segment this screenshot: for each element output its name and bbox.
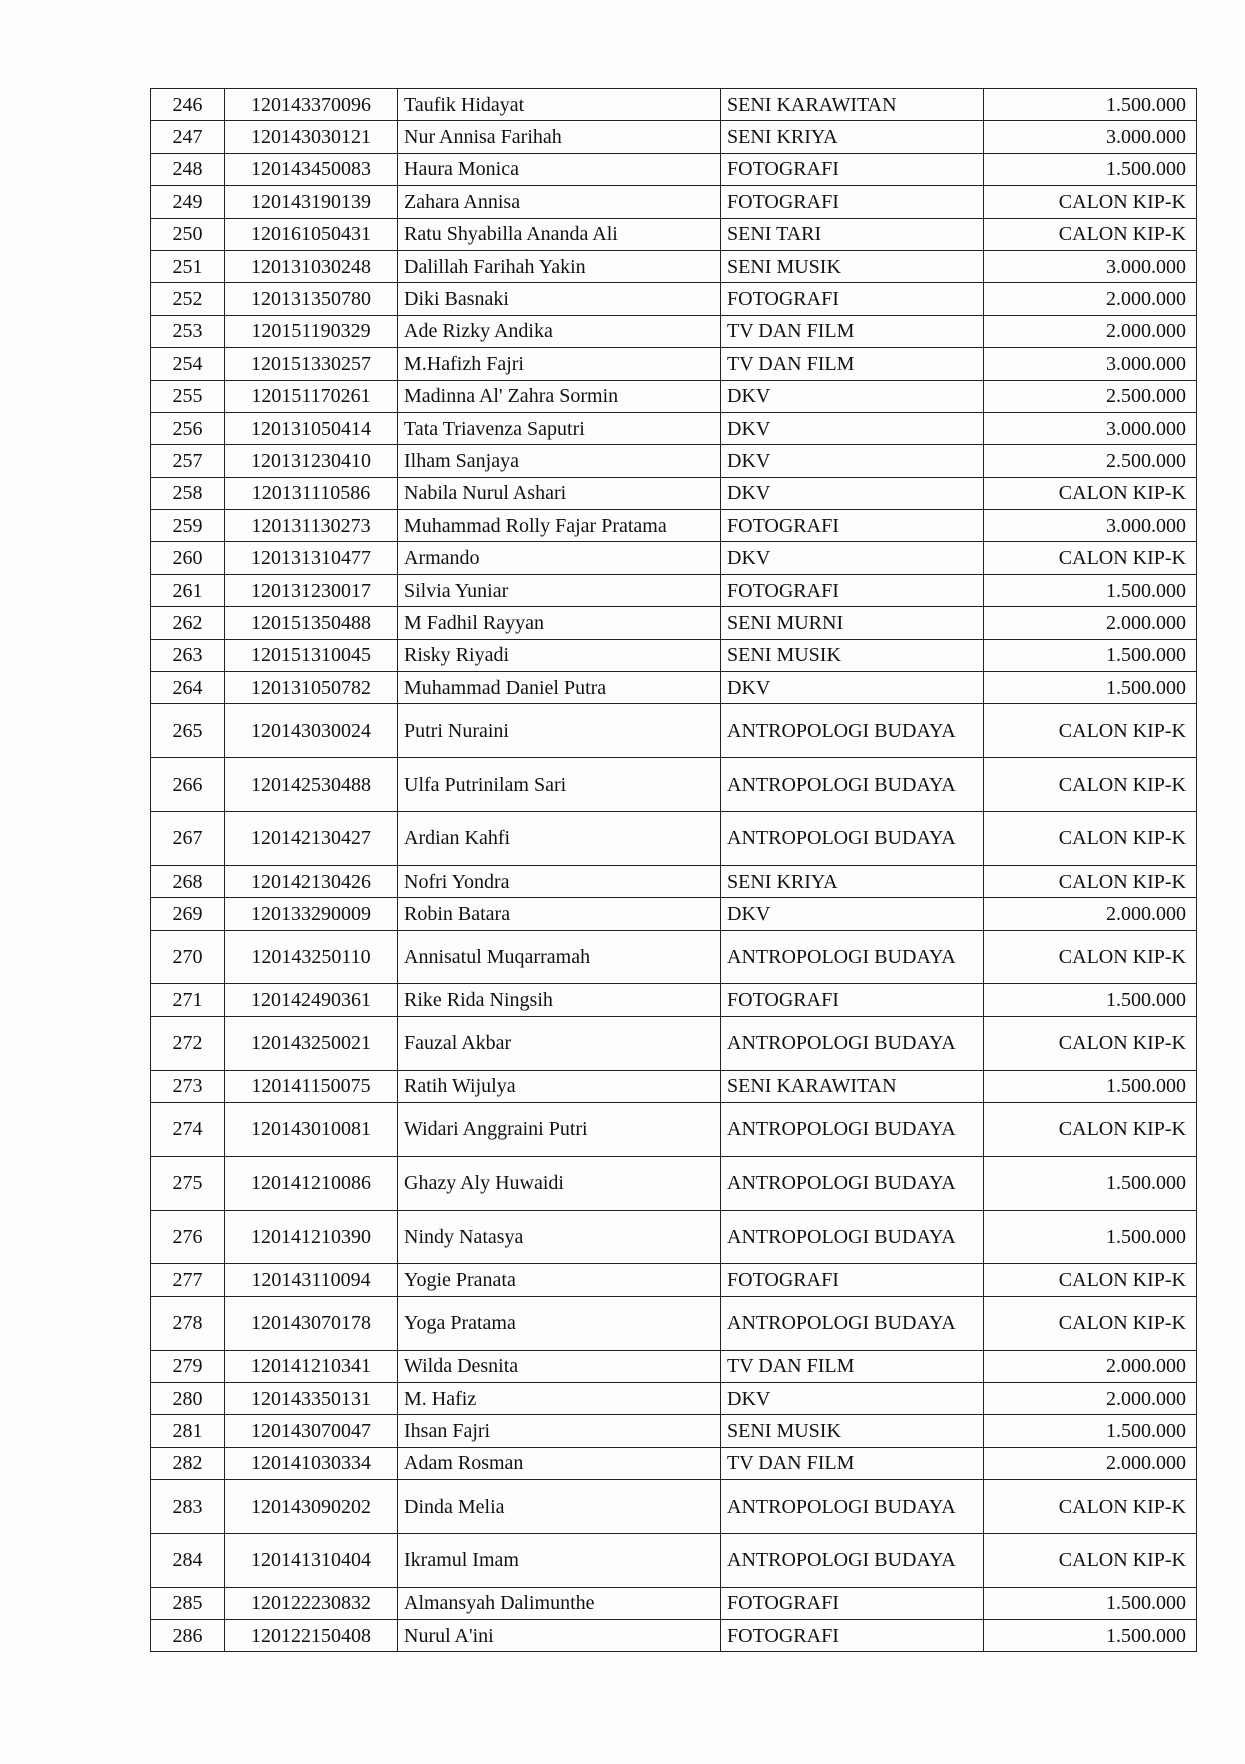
table-row	[151, 89, 1197, 121]
amount-cell: 2.500.000	[984, 380, 1197, 412]
table-row	[151, 121, 1197, 153]
table-row	[151, 283, 1197, 315]
table-row	[151, 445, 1197, 477]
study-program-cell: TV DAN FILM	[721, 315, 984, 347]
student-id-cell: 120141210341	[225, 1350, 398, 1382]
table-row	[151, 542, 1197, 574]
study-program-cell: FOTOGRAFI	[721, 283, 984, 315]
student-id-cell: 120131050414	[225, 412, 398, 444]
student-name-cell: Nur Annisa Farihah	[398, 121, 721, 153]
amount-cell: 2.500.000	[984, 445, 1197, 477]
row-number-cell: 286	[151, 1620, 225, 1652]
student-id-cell: 120143450083	[225, 153, 398, 185]
study-program-cell: DKV	[721, 542, 984, 574]
study-program-cell: SENI KRIYA	[721, 865, 984, 897]
amount-cell: 2.000.000	[984, 607, 1197, 639]
table-row	[151, 510, 1197, 542]
student-id-cell: 120133290009	[225, 898, 398, 930]
student-table	[150, 88, 1197, 1652]
row-number-cell: 268	[151, 865, 225, 897]
table-row	[151, 1447, 1197, 1479]
student-id-cell: 120143110094	[225, 1264, 398, 1296]
row-number-cell: 269	[151, 898, 225, 930]
table-row	[151, 1620, 1197, 1652]
student-id-cell: 120143370096	[225, 89, 398, 121]
row-number-cell: 265	[151, 704, 225, 758]
study-program-cell: FOTOGRAFI	[721, 1264, 984, 1296]
student-name-cell: Nindy Natasya	[398, 1210, 721, 1264]
row-number-cell: 250	[151, 218, 225, 250]
student-name-cell: Armando	[398, 542, 721, 574]
row-number-cell: 278	[151, 1296, 225, 1350]
study-program-cell: DKV	[721, 672, 984, 704]
study-program-cell: DKV	[721, 412, 984, 444]
row-number-cell: 256	[151, 412, 225, 444]
amount-cell: 2.000.000	[984, 898, 1197, 930]
table-row	[151, 574, 1197, 606]
table-row	[151, 1587, 1197, 1619]
row-number-cell: 254	[151, 348, 225, 380]
study-program-cell: DKV	[721, 445, 984, 477]
table-row	[151, 607, 1197, 639]
study-program-cell: SENI KARAWITAN	[721, 89, 984, 121]
amount-cell: CALON KIP-K	[984, 865, 1197, 897]
table-row	[151, 1016, 1197, 1070]
amount-cell: 3.000.000	[984, 510, 1197, 542]
amount-cell: 2.000.000	[984, 283, 1197, 315]
table-row	[151, 758, 1197, 812]
row-number-cell: 276	[151, 1210, 225, 1264]
amount-cell: 3.000.000	[984, 412, 1197, 444]
amount-cell: 1.500.000	[984, 1156, 1197, 1210]
amount-cell: CALON KIP-K	[984, 1533, 1197, 1587]
student-id-cell: 120143250021	[225, 1016, 398, 1070]
student-name-cell: Ihsan Fajri	[398, 1415, 721, 1447]
student-id-cell: 120142530488	[225, 758, 398, 812]
row-number-cell: 284	[151, 1533, 225, 1587]
student-id-cell: 120143010081	[225, 1102, 398, 1156]
amount-cell: 1.500.000	[984, 984, 1197, 1016]
student-name-cell: Taufik Hidayat	[398, 89, 721, 121]
student-id-cell: 120143070047	[225, 1415, 398, 1447]
study-program-cell: FOTOGRAFI	[721, 1587, 984, 1619]
row-number-cell: 246	[151, 89, 225, 121]
student-name-cell: Ratih Wijulya	[398, 1070, 721, 1102]
study-program-cell: DKV	[721, 1382, 984, 1414]
student-id-cell: 120142490361	[225, 984, 398, 1016]
amount-cell: 3.000.000	[984, 121, 1197, 153]
student-id-cell: 120131230017	[225, 574, 398, 606]
amount-cell: CALON KIP-K	[984, 186, 1197, 218]
student-id-cell: 120141210086	[225, 1156, 398, 1210]
study-program-cell: ANTROPOLOGI BUDAYA	[721, 930, 984, 984]
table-row	[151, 186, 1197, 218]
amount-cell: 1.500.000	[984, 1620, 1197, 1652]
table-row	[151, 1296, 1197, 1350]
table-row	[151, 1264, 1197, 1296]
study-program-cell: SENI TARI	[721, 218, 984, 250]
student-name-cell: Ghazy Aly Huwaidi	[398, 1156, 721, 1210]
table-row	[151, 639, 1197, 671]
amount-cell: 2.000.000	[984, 1382, 1197, 1414]
table-row	[151, 704, 1197, 758]
table-row	[151, 812, 1197, 866]
table-row	[151, 380, 1197, 412]
study-program-cell: ANTROPOLOGI BUDAYA	[721, 704, 984, 758]
table-row	[151, 1102, 1197, 1156]
student-name-cell: M Fadhil Rayyan	[398, 607, 721, 639]
study-program-cell: ANTROPOLOGI BUDAYA	[721, 1296, 984, 1350]
table-row	[151, 412, 1197, 444]
table-row	[151, 1415, 1197, 1447]
amount-cell: CALON KIP-K	[984, 930, 1197, 984]
amount-cell: 3.000.000	[984, 348, 1197, 380]
amount-cell: 1.500.000	[984, 89, 1197, 121]
study-program-cell: DKV	[721, 898, 984, 930]
student-name-cell: Yogie Pranata	[398, 1264, 721, 1296]
student-id-cell: 120143070178	[225, 1296, 398, 1350]
amount-cell: 3.000.000	[984, 250, 1197, 282]
study-program-cell: ANTROPOLOGI BUDAYA	[721, 1210, 984, 1264]
student-name-cell: Zahara Annisa	[398, 186, 721, 218]
row-number-cell: 261	[151, 574, 225, 606]
table-row	[151, 984, 1197, 1016]
study-program-cell: SENI MUSIK	[721, 250, 984, 282]
study-program-cell: FOTOGRAFI	[721, 984, 984, 1016]
student-name-cell: Putri Nuraini	[398, 704, 721, 758]
amount-cell: 1.500.000	[984, 1070, 1197, 1102]
amount-cell: 1.500.000	[984, 1587, 1197, 1619]
row-number-cell: 257	[151, 445, 225, 477]
study-program-cell: SENI MURNI	[721, 607, 984, 639]
student-name-cell: Nabila Nurul Ashari	[398, 477, 721, 509]
study-program-cell: ANTROPOLOGI BUDAYA	[721, 1533, 984, 1587]
study-program-cell: FOTOGRAFI	[721, 510, 984, 542]
row-number-cell: 280	[151, 1382, 225, 1414]
row-number-cell: 279	[151, 1350, 225, 1382]
study-program-cell: FOTOGRAFI	[721, 153, 984, 185]
student-id-cell: 120151190329	[225, 315, 398, 347]
table-row	[151, 1350, 1197, 1382]
study-program-cell: DKV	[721, 380, 984, 412]
student-id-cell: 120141210390	[225, 1210, 398, 1264]
row-number-cell: 277	[151, 1264, 225, 1296]
amount-cell: 1.500.000	[984, 153, 1197, 185]
study-program-cell: FOTOGRAFI	[721, 186, 984, 218]
student-name-cell: Tata Triavenza Saputri	[398, 412, 721, 444]
student-name-cell: Muhammad Daniel Putra	[398, 672, 721, 704]
student-id-cell: 120142130426	[225, 865, 398, 897]
student-id-cell: 120143350131	[225, 1382, 398, 1414]
student-id-cell: 120151310045	[225, 639, 398, 671]
student-name-cell: Almansyah Dalimunthe	[398, 1587, 721, 1619]
row-number-cell: 266	[151, 758, 225, 812]
student-id-cell: 120161050431	[225, 218, 398, 250]
study-program-cell: TV DAN FILM	[721, 348, 984, 380]
amount-cell: 1.500.000	[984, 574, 1197, 606]
student-name-cell: Rike Rida Ningsih	[398, 984, 721, 1016]
row-number-cell: 260	[151, 542, 225, 574]
study-program-cell: TV DAN FILM	[721, 1447, 984, 1479]
row-number-cell: 273	[151, 1070, 225, 1102]
study-program-cell: ANTROPOLOGI BUDAYA	[721, 1156, 984, 1210]
study-program-cell: ANTROPOLOGI BUDAYA	[721, 1016, 984, 1070]
amount-cell: 1.500.000	[984, 1415, 1197, 1447]
student-id-cell: 120151350488	[225, 607, 398, 639]
row-number-cell: 263	[151, 639, 225, 671]
amount-cell: CALON KIP-K	[984, 812, 1197, 866]
student-name-cell: M. Hafiz	[398, 1382, 721, 1414]
study-program-cell: FOTOGRAFI	[721, 1620, 984, 1652]
student-id-cell: 120143190139	[225, 186, 398, 218]
student-name-cell: Diki Basnaki	[398, 283, 721, 315]
study-program-cell: SENI MUSIK	[721, 1415, 984, 1447]
row-number-cell: 285	[151, 1587, 225, 1619]
student-id-cell: 120143090202	[225, 1480, 398, 1534]
amount-cell: CALON KIP-K	[984, 1016, 1197, 1070]
row-number-cell: 248	[151, 153, 225, 185]
row-number-cell: 262	[151, 607, 225, 639]
row-number-cell: 251	[151, 250, 225, 282]
amount-cell: 1.500.000	[984, 672, 1197, 704]
study-program-cell: TV DAN FILM	[721, 1350, 984, 1382]
row-number-cell: 281	[151, 1415, 225, 1447]
row-number-cell: 267	[151, 812, 225, 866]
study-program-cell: SENI KRIYA	[721, 121, 984, 153]
student-table-body	[151, 89, 1197, 1652]
table-row	[151, 1070, 1197, 1102]
student-id-cell: 120131310477	[225, 542, 398, 574]
student-name-cell: Annisatul Muqarramah	[398, 930, 721, 984]
amount-cell: CALON KIP-K	[984, 1296, 1197, 1350]
table-row	[151, 1533, 1197, 1587]
student-name-cell: Nofri Yondra	[398, 865, 721, 897]
student-id-cell: 120143030024	[225, 704, 398, 758]
row-number-cell: 272	[151, 1016, 225, 1070]
student-id-cell: 120141150075	[225, 1070, 398, 1102]
student-name-cell: Madinna Al' Zahra Sormin	[398, 380, 721, 412]
student-name-cell: M.Hafizh Fajri	[398, 348, 721, 380]
row-number-cell: 275	[151, 1156, 225, 1210]
amount-cell: CALON KIP-K	[984, 704, 1197, 758]
study-program-cell: DKV	[721, 477, 984, 509]
student-id-cell: 120131030248	[225, 250, 398, 282]
student-id-cell: 120131350780	[225, 283, 398, 315]
amount-cell: 1.500.000	[984, 639, 1197, 671]
amount-cell: CALON KIP-K	[984, 758, 1197, 812]
student-name-cell: Ratu Shyabilla Ananda Ali	[398, 218, 721, 250]
student-name-cell: Risky Riyadi	[398, 639, 721, 671]
row-number-cell: 259	[151, 510, 225, 542]
amount-cell: 2.000.000	[984, 315, 1197, 347]
study-program-cell: FOTOGRAFI	[721, 574, 984, 606]
amount-cell: CALON KIP-K	[984, 542, 1197, 574]
student-name-cell: Ardian Kahfi	[398, 812, 721, 866]
row-number-cell: 249	[151, 186, 225, 218]
table-row	[151, 672, 1197, 704]
student-id-cell: 120122230832	[225, 1587, 398, 1619]
study-program-cell: ANTROPOLOGI BUDAYA	[721, 758, 984, 812]
row-number-cell: 270	[151, 930, 225, 984]
student-id-cell: 120143030121	[225, 121, 398, 153]
amount-cell: CALON KIP-K	[984, 1480, 1197, 1534]
student-id-cell: 120122150408	[225, 1620, 398, 1652]
amount-cell: 1.500.000	[984, 1210, 1197, 1264]
row-number-cell: 255	[151, 380, 225, 412]
student-id-cell: 120131110586	[225, 477, 398, 509]
row-number-cell: 283	[151, 1480, 225, 1534]
study-program-cell: SENI MUSIK	[721, 639, 984, 671]
table-row	[151, 1382, 1197, 1414]
table-row	[151, 930, 1197, 984]
student-name-cell: Silvia Yuniar	[398, 574, 721, 606]
student-id-cell: 120142130427	[225, 812, 398, 866]
table-row	[151, 1210, 1197, 1264]
amount-cell: 2.000.000	[984, 1447, 1197, 1479]
row-number-cell: 252	[151, 283, 225, 315]
table-row	[151, 153, 1197, 185]
table-row	[151, 477, 1197, 509]
row-number-cell: 274	[151, 1102, 225, 1156]
row-number-cell: 258	[151, 477, 225, 509]
student-name-cell: Ade Rizky Andika	[398, 315, 721, 347]
student-name-cell: Wilda Desnita	[398, 1350, 721, 1382]
student-name-cell: Nurul A'ini	[398, 1620, 721, 1652]
amount-cell: CALON KIP-K	[984, 218, 1197, 250]
table-row	[151, 1156, 1197, 1210]
amount-cell: CALON KIP-K	[984, 1264, 1197, 1296]
student-name-cell: Ilham Sanjaya	[398, 445, 721, 477]
study-program-cell: ANTROPOLOGI BUDAYA	[721, 1480, 984, 1534]
table-row	[151, 1480, 1197, 1534]
student-id-cell: 120141030334	[225, 1447, 398, 1479]
student-name-cell: Yoga Pratama	[398, 1296, 721, 1350]
student-name-cell: Haura Monica	[398, 153, 721, 185]
table-row	[151, 865, 1197, 897]
row-number-cell: 247	[151, 121, 225, 153]
student-name-cell: Robin Batara	[398, 898, 721, 930]
student-id-cell: 120151170261	[225, 380, 398, 412]
row-number-cell: 271	[151, 984, 225, 1016]
student-name-cell: Dalillah Farihah Yakin	[398, 250, 721, 282]
table-row	[151, 898, 1197, 930]
student-id-cell: 120131130273	[225, 510, 398, 542]
amount-cell: CALON KIP-K	[984, 477, 1197, 509]
row-number-cell: 253	[151, 315, 225, 347]
student-name-cell: Ikramul Imam	[398, 1533, 721, 1587]
student-name-cell: Dinda Melia	[398, 1480, 721, 1534]
study-program-cell: ANTROPOLOGI BUDAYA	[721, 812, 984, 866]
row-number-cell: 264	[151, 672, 225, 704]
student-name-cell: Ulfa Putrinilam Sari	[398, 758, 721, 812]
table-row	[151, 348, 1197, 380]
student-id-cell: 120143250110	[225, 930, 398, 984]
student-id-cell: 120131230410	[225, 445, 398, 477]
student-name-cell: Muhammad Rolly Fajar Pratama	[398, 510, 721, 542]
study-program-cell: ANTROPOLOGI BUDAYA	[721, 1102, 984, 1156]
table-row	[151, 315, 1197, 347]
table-row	[151, 250, 1197, 282]
study-program-cell: SENI KARAWITAN	[721, 1070, 984, 1102]
student-id-cell: 120151330257	[225, 348, 398, 380]
amount-cell: 2.000.000	[984, 1350, 1197, 1382]
amount-cell: CALON KIP-K	[984, 1102, 1197, 1156]
student-name-cell: Widari Anggraini Putri	[398, 1102, 721, 1156]
student-name-cell: Fauzal Akbar	[398, 1016, 721, 1070]
student-id-cell: 120131050782	[225, 672, 398, 704]
row-number-cell: 282	[151, 1447, 225, 1479]
table-row	[151, 218, 1197, 250]
student-name-cell: Adam Rosman	[398, 1447, 721, 1479]
student-id-cell: 120141310404	[225, 1533, 398, 1587]
